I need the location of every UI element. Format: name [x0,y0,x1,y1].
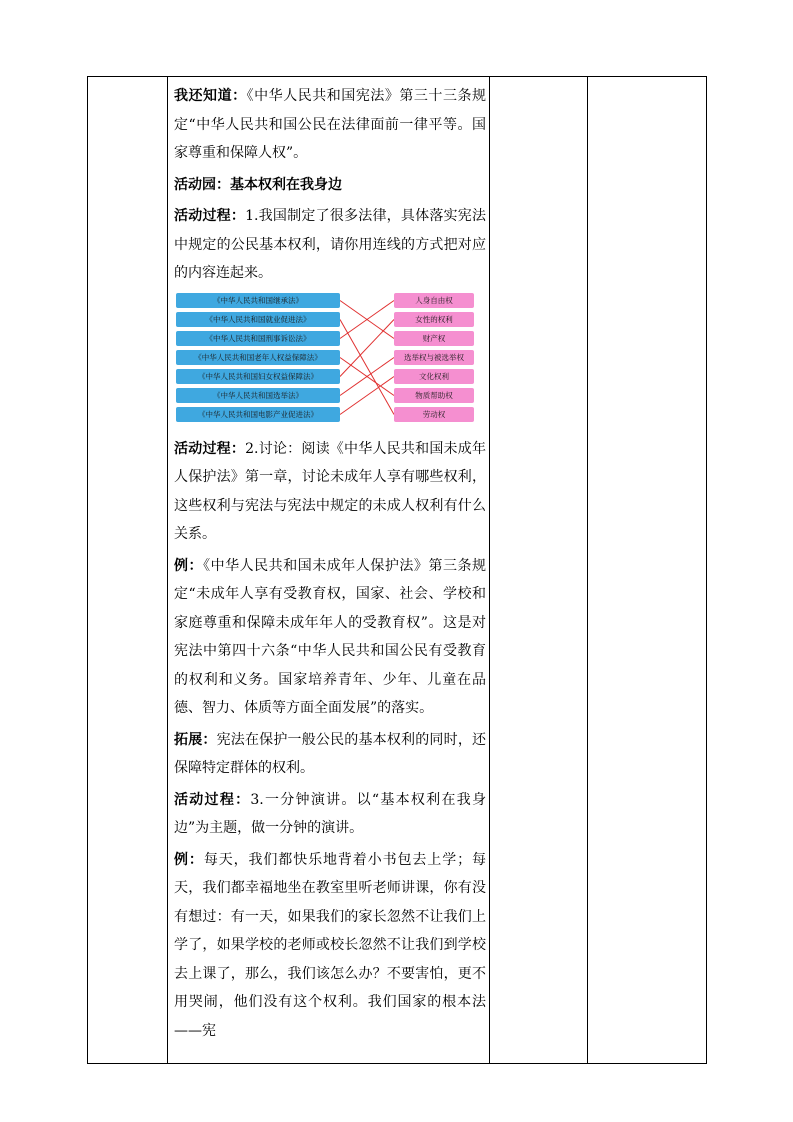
law-box: 《中华人民共和国妇女权益保障法》 [176,369,340,384]
matching-diagram [174,291,486,431]
right-box: 女性的权利 [394,312,474,327]
column-divider [167,77,168,1063]
link-line [340,319,394,414]
right-box: 人身自由权 [394,293,474,308]
right-box: 选举权与被选举权 [394,350,474,365]
extension-paragraph: 拓展：宪法在保护一般公民的基本权利的同时，还保障特定群体的权利。 [174,731,487,776]
lesson-content [174,82,486,1048]
activity-step-2: 活动过程：2.讨论：阅读《中华人民共和国未成年人保护法》第一章，讨论未成年人享有哪些权利，这些权利与宪法与宪法中规定的未成人权利有什么关系。 [174,440,487,542]
right-box: 物质帮助权 [394,388,474,403]
example-speech: 例：每天，我们都快乐地背着小书包去上学；每天，我们都幸福地坐在教室里听老师讲课，你有没有想过：有一天，如果我们的家长忽然不让我们上学了，如果学校的老师或校长忽然不让我们到学校去上课了，那么，我们该怎么办？不要害怕，更不用哭闹，他们没有这个权利。我们国家的根本法——宪 [174,851,487,1039]
right-box: 文化权利 [394,369,474,384]
right-box: 劳动权 [394,407,474,422]
link-line [340,376,394,414]
column-divider [587,77,588,1063]
law-box: 《中华人民共和国电影产业促进法》 [176,407,340,422]
example-paragraph: 例：《中华人民共和国未成年人保护法》第三条规定“未成年人享有受教育权，国家、社会、学校和家庭尊重和保障未成年年人的受教育权”。这是对宪法中第四十六条“中华人民共和国公民有受教育的权利和义务。国家培养青年、少年、儿童在品德、智力、体质等方面全面发展”的落实。 [174,557,487,716]
activity-step-3: 活动过程：3.一分钟演讲。以“基本权利在我身边”为主题，做一分钟的演讲。 [174,791,487,836]
column-divider [489,77,490,1063]
law-box: 《中华人民共和国就业促进法》 [176,312,340,327]
law-box: 《中华人民共和国老年人权益保障法》 [176,350,340,365]
law-box: 《中华人民共和国刑事诉讼法》 [176,331,340,346]
law-box: 《中华人民共和国选举法》 [176,388,340,403]
law-box: 《中华人民共和国继承法》 [176,293,340,308]
activity-step-1: 活动过程：1.我国制定了很多法律，具体落实宪法中规定的公民基本权利，请你用连线的方式把对应的内容连起来。 [174,208,487,281]
activity-title: 活动园：基本权利在我身边 [174,176,342,193]
know-paragraph: 我还知道：《中华人民共和国宪法》第三十三条规定“中华人民共和国公民在法律面前一律平等。国家尊重和保障人权”。 [174,88,487,161]
right-box: 财产权 [394,331,474,346]
